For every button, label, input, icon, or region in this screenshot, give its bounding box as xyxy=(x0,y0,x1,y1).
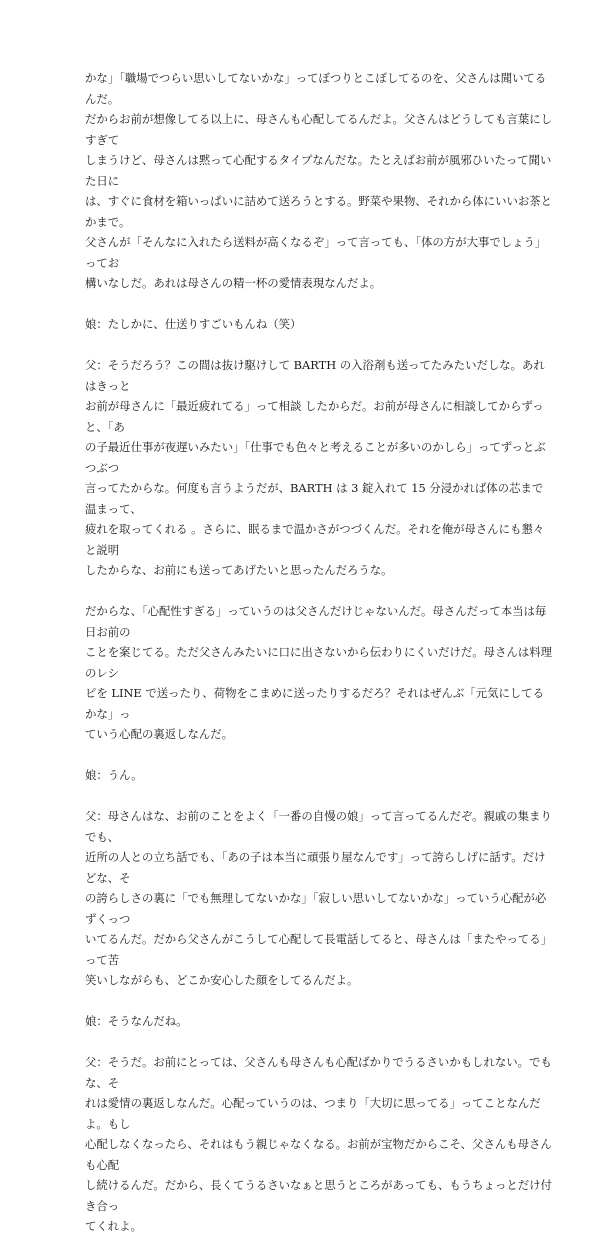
paragraph-father-worrier: だからな、「心配性すぎる」っていうのは父さんだけじゃないんだ。母さんだって本当は毎日お前の ことを案じてる。ただ父さんみたいに口に出さないから伝わりにくいだけだ。母さんは料理のレシ ピを LINE で送ったり、荷物をこまめに送ったりするだろ？それはぜんぶ「元気にしてるかな」っ ていう心配の裏返しなんだ。 xyxy=(85,604,553,741)
paragraph-father-closing: 父：そうだ。お前にとっては、父さんも母さんも心配ばかりでうるさいかもしれない。でもな、そ れは愛情の裏返しなんだ。心配っていうのは、つまり「大切に思ってる」ってことなんだよ。もし 心配しなくなったら、それはもう親じゃなくなる。お前が宝物だからこそ、父さんも母さんも心配 し続けるんだ。だから、長くてうるさいなぁと思うところがあっても、もうちょっとだけ付き合っ てくれよ。 xyxy=(85,1055,552,1233)
paragraph-daughter-un: 娘：うん。 xyxy=(85,768,143,782)
paragraph-narration-mother-worry: かな」「職場でつらい思いしてないかな」ってぼつりとこぼしてるのを、父さんは聞いてるんだ。 だからお前が想像してる以上に、母さんも心配してるんだよ。父さんはどうしても言葉にしすぎて しまうけど、母さんは黙って心配するタイプなんだな。たとえばお前が風邪ひいたって聞いた日に は、すぐに食材を箱いっぱいに詰めて送ろうとする。野菜や果物、それから体にいいお茶とかまで。 父さんが「そんなに入れたら送料が高くなるぞ」って言っても、「体の方が大事でしょう」ってお 構いなしだ。あれは母さんの精一杯の愛情表現なんだよ。 xyxy=(85,71,553,290)
paragraph-father-barth: 父：そうだろう？この間は抜け駆けして BARTH の入浴剤も送ってたみたいだしな。あれはきっと お前が母さんに「最近疲れてる」って相談 したからだ。お前が母さんに相談してからずっと、「あ の子最近仕事が夜遅いみたい」「仕事でも色々と考えることが多いのかしら」ってずっとぶつぶつ 言ってたからな。何度も言うようだが、BARTH は 3 錠入れて 15 分浸かれば体の芯まで 温まって、 疲れを取ってくれる 。さらに、眠るまで温かさがつづくんだ。それを俺が母さんにも懇々と説明 したからな、お前にも送ってあげたいと思ったんだろうな。 xyxy=(85,358,546,577)
paragraph-daughter-sounanda: 娘：そうなんだね。 xyxy=(85,1014,188,1028)
paragraph-father-proud-daughter: 父：母さんはな、お前のことをよく「一番の自慢の娘」って言ってるんだぞ。親戚の集まりでも、 近所の人との立ち話でも、「あの子は本当に頑張り屋なんです」って誇らしげに話す。だけどな、そ の誇らしさの裏に「でも無理してないかな」「寂しい思いしてないかな」っていう心配が必ずくっつ いてるんだ。だから父さんがこうして心配して長電話してると、母さんは「またやってる」って苦 笑いしながらも、どこか安心した顔をしてるんだよ。 xyxy=(85,809,553,987)
paragraph-daughter-remittance: 娘：たしかに、仕送りすごいもんね（笑） xyxy=(85,317,302,331)
